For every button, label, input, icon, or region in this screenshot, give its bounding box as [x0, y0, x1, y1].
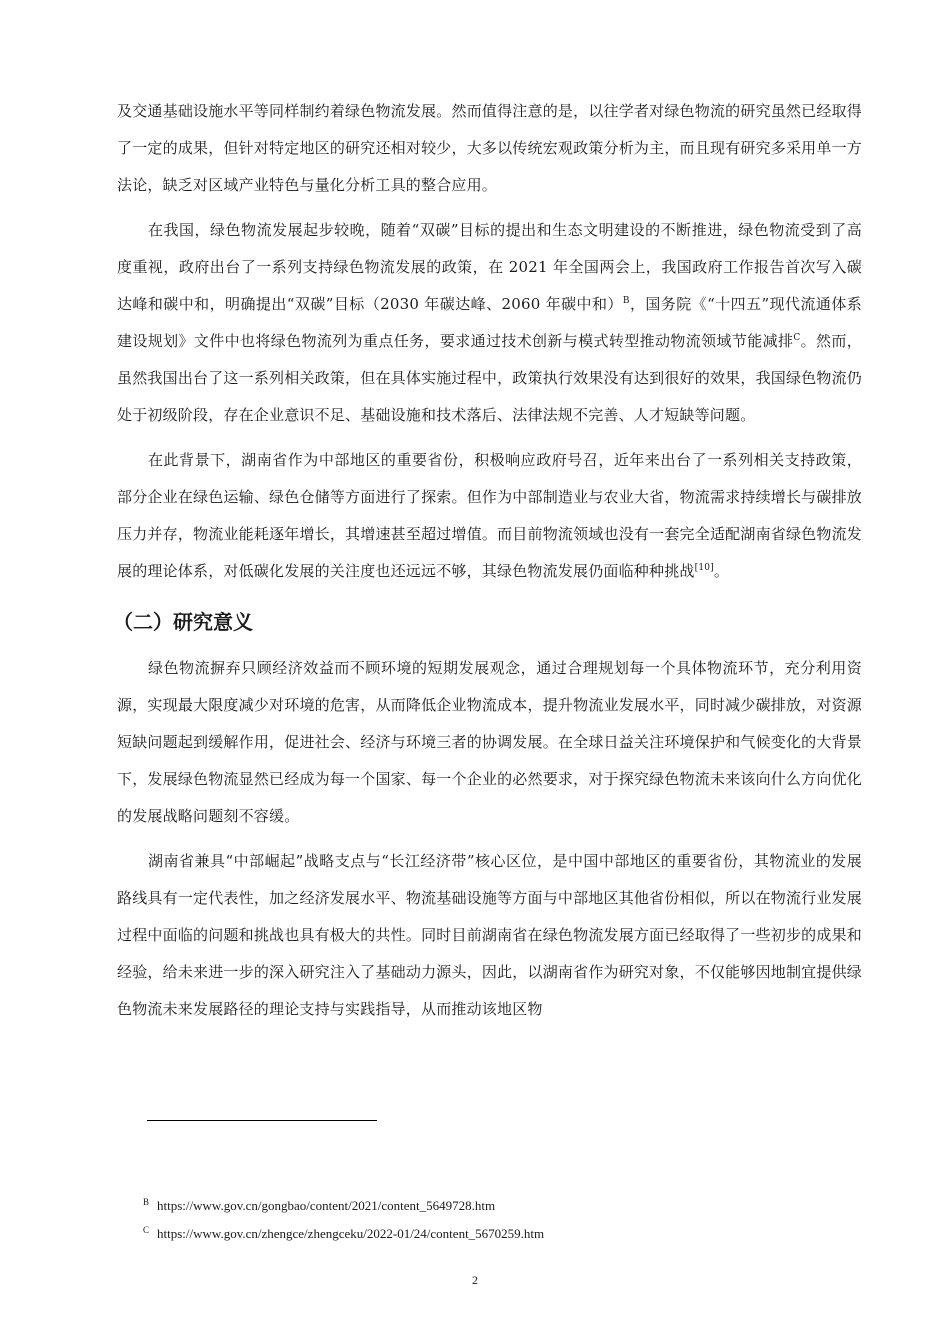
- footnote-separator: [147, 1120, 377, 1121]
- footnote-ref-b[interactable]: B: [622, 296, 630, 306]
- section-heading: （二）研究意义: [113, 610, 253, 634]
- footnote-link[interactable]: https://www.gov.cn/zhengce/zhengceku/2022-01/24/content_5670259.htm: [157, 1226, 545, 1241]
- footnotes: [143, 1192, 843, 1248]
- citation-ref-10[interactable]: [10]: [694, 563, 714, 573]
- body-text: [113, 93, 862, 1028]
- paragraph-1: 及交通基础设施水平等同样制约着绿色物流发展。然而值得注意的是，以往学者对绿色物流的研究虽然已经取得了一定的成果，但针对特定地区的研究还相对较少，大多以传统宏观政策分析为主，而且现有研究多采用单一方法论，缺乏对区域产业特色与量化分析工具的整合应用。: [117, 102, 862, 194]
- paragraph-2: 在我国，绿色物流发展起步较晚，随着“双碳”目标的提出和生态文明建设的不断推进，绿色物流受到了高度重视，政府出台了一系列支持绿色物流发展的政策，在 2021 年全国两会上，我国政府工作报告首次写入碳达峰和碳中和，明确提出“双碳”目标（2030 年碳达峰、2060 年碳中和）$^B$，国务院《“十四五”现代流通体系建设规划》文件中也将绿色物流列为重点任务，要求通过技术创新与模式转型推动物流领域节能减排$^C$。然而，虽然我国出台了这一系列相关政策，但在具体实施过程中，政策执行效果没有达到很好的效果，我国绿色物流仍处于初级阶段，存在企业意识不足、基础设施和技术落后、法律法规不完善、人才短缺等问题。: [117, 221, 862, 424]
- paragraph-3: 在此背景下，湖南省作为中部地区的重要省份，积极响应政府号召，近年来出台了一系列相关支持政策，部分企业在绿色运输、绿色仓储等方面进行了探索。但作为中部制造业与农业大省，物流需求持续增长与碳排放压力并存，物流业能耗逐年增长，其增速甚至超过增值。而目前物流领域也没有一套完全适配湖南省绿色物流发展的理论体系，对低碳化发展的关注度也还远远不够，其绿色物流发展仍面临种种挑战[10]。: [117, 451, 862, 580]
- paragraph-4: 绿色物流摒弃只顾经济效益而不顾环境的短期发展观念，通过合理规划每一个具体物流环节，充分利用资源，实现最大限度减少对环境的危害，从而降低企业物流成本，提升物流业发展水平，同时减少碳排放，对资源短缺问题起到缓解作用，促进社会、经济与环境三者的协调发展。在全球日益关注环境保护和气候变化的大背景下，发展绿色物流显然已经成为每一个国家、每一个企业的必然要求，对于探究绿色物流未来该向什么方向优化的发展战略问题刻不容缓。: [117, 659, 862, 825]
- footnote-c: [143, 1220, 843, 1248]
- page-number: 2: [472, 1273, 478, 1287]
- footnote-ref-c[interactable]: C: [793, 333, 801, 343]
- footnote-link[interactable]: https://www.gov.cn/gongbao/content/2021/content_5649728.htm: [157, 1198, 496, 1213]
- footnote-mark: B: [143, 1197, 150, 1207]
- footnote-mark: C: [143, 1225, 150, 1235]
- footnote-b: [143, 1192, 843, 1220]
- paragraph-5: 湖南省兼具“中部崛起”战略支点与“长江经济带”核心区位，是中国中部地区的重要省份，其物流业的发展路线具有一定代表性，加之经济发展水平、物流基础设施等方面与中部地区其他省份相似，所以在物流行业发展过程中面临的问题和挑战也具有极大的共性。同时目前湖南省在绿色物流发展方面已经取得了一些初步的成果和经验，给未来进一步的深入研究注入了基础动力源头，因此，以湖南省作为研究对象，不仅能够因地制宜提供绿色物流未来发展路径的理论支持与实践指导，从而推动该地区物: [117, 852, 862, 1018]
